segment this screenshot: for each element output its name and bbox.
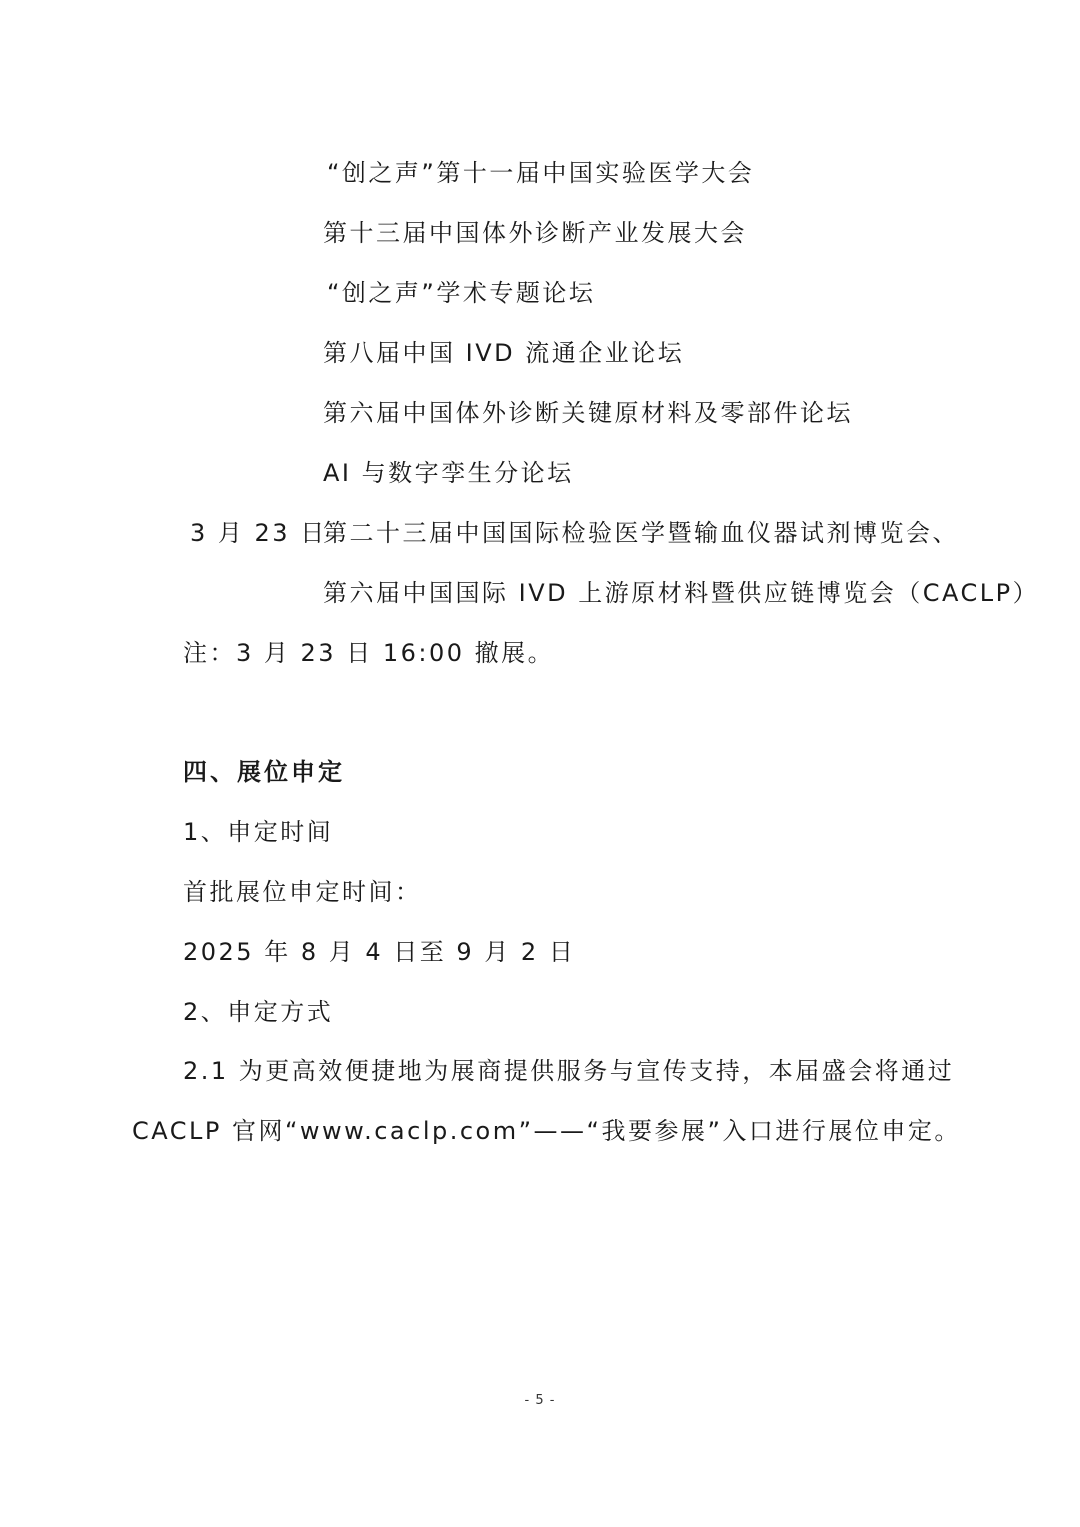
section-heading: 四、展位申定 [183,758,345,786]
subsection-title: 1、申定时间 [183,818,334,846]
forum-item: “创之声”学术专题论坛 [327,279,596,307]
subsection-title: 2、申定方式 [183,998,334,1026]
expo-title-line2: 第六届中国国际 IVD 上游原材料暨供应链博览会（CACLP） [323,579,1040,607]
paragraph-line: CACLP 官网“www.caclp.com”——“我要参展”入口进行展位申定。 [132,1117,961,1145]
teardown-note: 注：3 月 23 日 16:00 撤展。 [183,639,555,667]
expo-title-line1: 第二十三届中国国际检验医学暨输血仪器试剂博览会、 [323,519,959,547]
first-batch-dates: 2025 年 8 月 4 日至 9 月 2 日 [183,938,576,966]
forum-item: AI 与数字孪生分论坛 [323,459,574,487]
forum-item: 第六届中国体外诊断关键原材料及零部件论坛 [323,399,853,427]
forum-item: 第十三届中国体外诊断产业发展大会 [323,219,747,247]
paragraph-line: 2.1 为更高效便捷地为展商提供服务与宣传支持，本届盛会将通过 [183,1057,955,1085]
forum-item: 第八届中国 IVD 流通企业论坛 [323,339,685,367]
expo-date: 3 月 23 日 [190,519,327,547]
page-number: - 5 - [524,1393,556,1408]
first-batch-label: 首批展位申定时间： [183,878,422,906]
forum-item: “创之声”第十一届中国实验医学大会 [327,159,755,187]
